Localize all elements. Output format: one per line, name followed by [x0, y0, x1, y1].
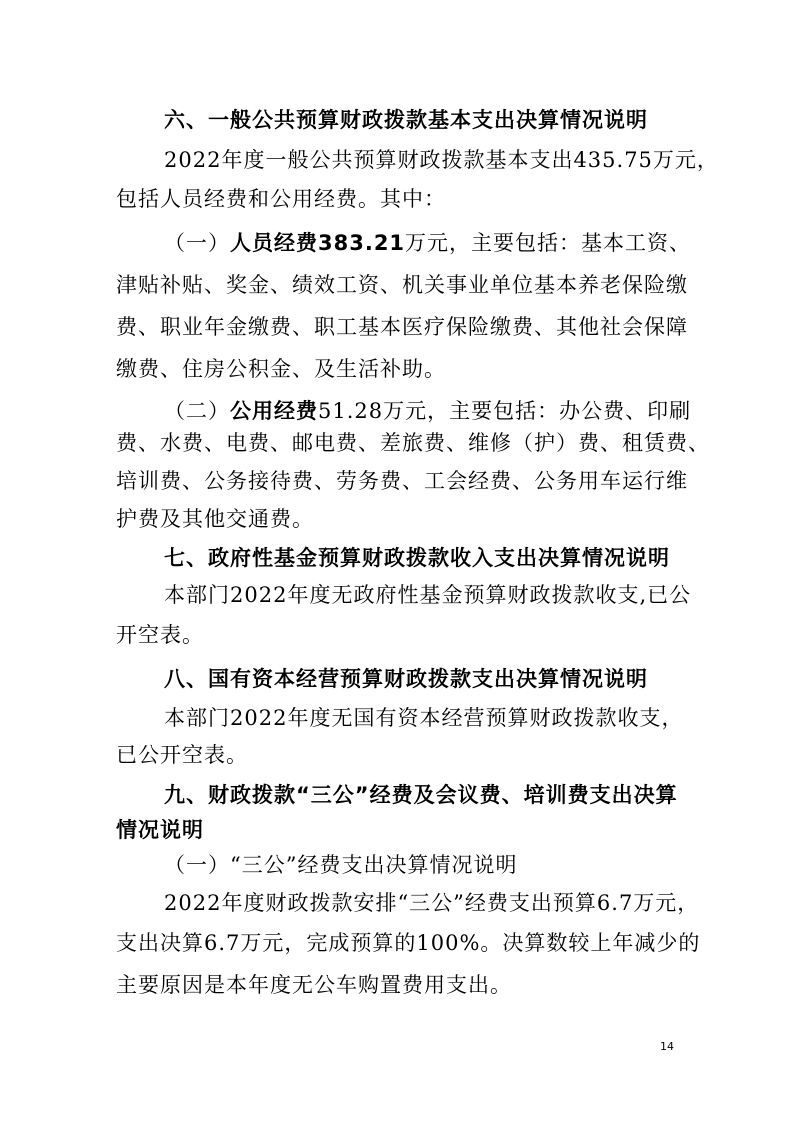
list-marker: （一）	[164, 231, 230, 255]
paragraph-line: 本部门2022年度无政府性基金预算财政拨款收支,已公	[164, 583, 692, 607]
section-6-paragraph-line: 包括人员经费和公用经费。其中：	[116, 187, 446, 211]
section-9-heading: 九、财政拨款“三公”经费及会议费、培训费支出决算	[164, 783, 678, 807]
paragraph-line: 护费及其他交通费。	[116, 507, 314, 531]
section-9-heading-continued: 情况说明	[116, 818, 204, 842]
section-8-heading: 八、国有资本经营预算财政拨款支出决算情况说明	[164, 667, 648, 691]
personnel-expenses-line	[164, 228, 732, 258]
subsection-heading: （一）“三公”经费支出决算情况说明	[164, 853, 518, 877]
paragraph-line: 本部门2022年度无国有资本经营预算财政拨款收支，	[164, 706, 684, 730]
section-6-heading: 六、一般公共预算财政拨款基本支出决算情况说明	[164, 108, 648, 132]
paragraph-line: 培训费、公务接待费、劳务费、工会经费、公务用车运行维	[116, 469, 688, 493]
public-expenses-label: 公用经费	[230, 399, 318, 423]
paragraph-line: 支出决算6.7万元，完成预算的100%。决算数较上年减少的	[116, 931, 701, 955]
section-6-paragraph-line: 2022年度一般公共预算财政拨款基本支出435.75万元，	[164, 148, 719, 172]
personnel-expenses-amount: 人员经费383.21	[230, 231, 406, 255]
paragraph-line: 费、水费、电费、邮电费、差旅费、维修（护）费、租赁费、	[116, 431, 710, 455]
paragraph-line: 费、职业年金缴费、职工基本医疗保险缴费、其他社会保障	[116, 315, 688, 339]
paragraph-line: 开空表。	[116, 623, 204, 647]
paragraph-line: 主要原因是本年度无公车购置费用支出。	[116, 973, 512, 997]
public-expenses-line	[164, 396, 732, 426]
paragraph-line: 已公开空表。	[116, 743, 248, 767]
paragraph-text: 万元，主要包括：基本工资、	[405, 231, 692, 255]
paragraph-text: 51.28万元，主要包括：办公费、印刷	[318, 399, 692, 423]
paragraph-line: 津贴补贴、奖金、绩效工资、机关事业单位基本养老保险缴	[116, 273, 688, 297]
section-7-heading: 七、政府性基金预算财政拨款收入支出决算情况说明	[164, 546, 670, 570]
page-number: 14	[660, 1040, 674, 1053]
paragraph-line: 缴费、住房公积金、及生活补助。	[116, 357, 446, 381]
paragraph-line: 2022年度财政拨款安排“三公”经费支出预算6.7万元，	[164, 891, 700, 915]
list-marker: （二）	[164, 399, 230, 423]
